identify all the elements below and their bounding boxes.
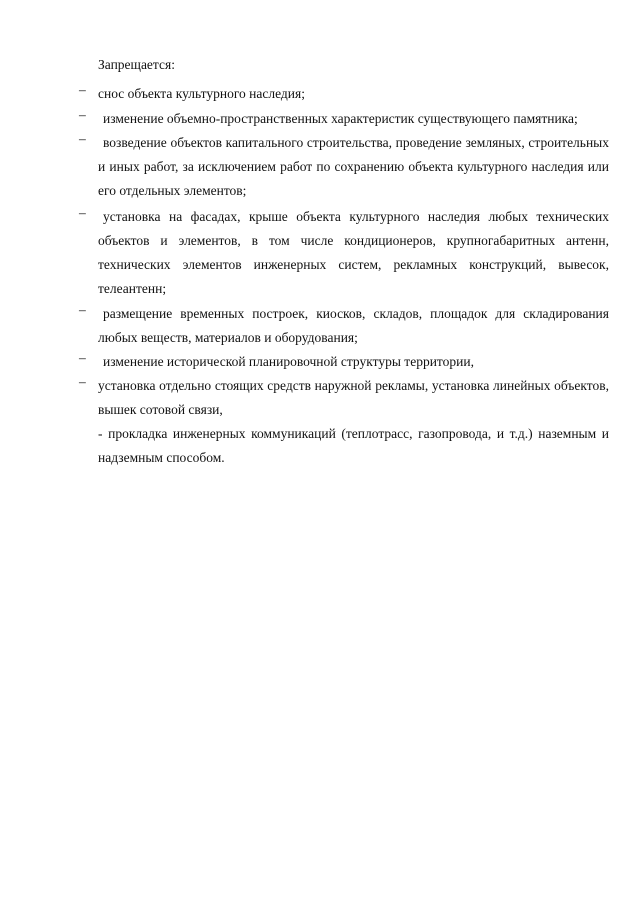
- list-item-text: установка отдельно стоящих средств наружной рекламы, установка линейных объектов, вышек сотовой связи,: [98, 378, 609, 417]
- list-item-text: снос объекта культурного наследия;: [98, 86, 305, 101]
- final-paragraph: - прокладка инженерных коммуникаций (теплотрасс, газопровода, и т.д.) наземным и надземным способом.: [98, 426, 609, 465]
- list-marker: –: [79, 131, 86, 146]
- list-marker: –: [79, 82, 86, 97]
- list-marker: –: [79, 107, 86, 122]
- list-marker: –: [79, 374, 86, 389]
- list-item-text: установка на фасадах, крыше объекта культурного наследия любых технических объектов и элементов, в том числе кондиционеров, крупногабаритных антенн, технических элементов инженерных систем, рекламных конструкций, вывесок, телеантенн;: [98, 209, 609, 296]
- list-item-text: изменение объемно-пространственных характеристик существующего памятника;: [103, 111, 578, 126]
- list-marker: –: [79, 205, 86, 220]
- list-marker: –: [79, 302, 86, 317]
- list-item-text: изменение исторической планировочной структуры территории,: [103, 354, 474, 369]
- section-heading: Запрещается:: [98, 57, 175, 72]
- list-marker: –: [79, 350, 86, 365]
- list-item-text: размещение временных построек, киосков, складов, площадок для складирования любых веществ, материалов и оборудования;: [98, 306, 609, 345]
- list-item-text: возведение объектов капитального строительства, проведение земляных, строительных и иных работ, за исключением работ по сохранению объекта культурного наследия или его отдельных элементов;: [98, 135, 609, 198]
